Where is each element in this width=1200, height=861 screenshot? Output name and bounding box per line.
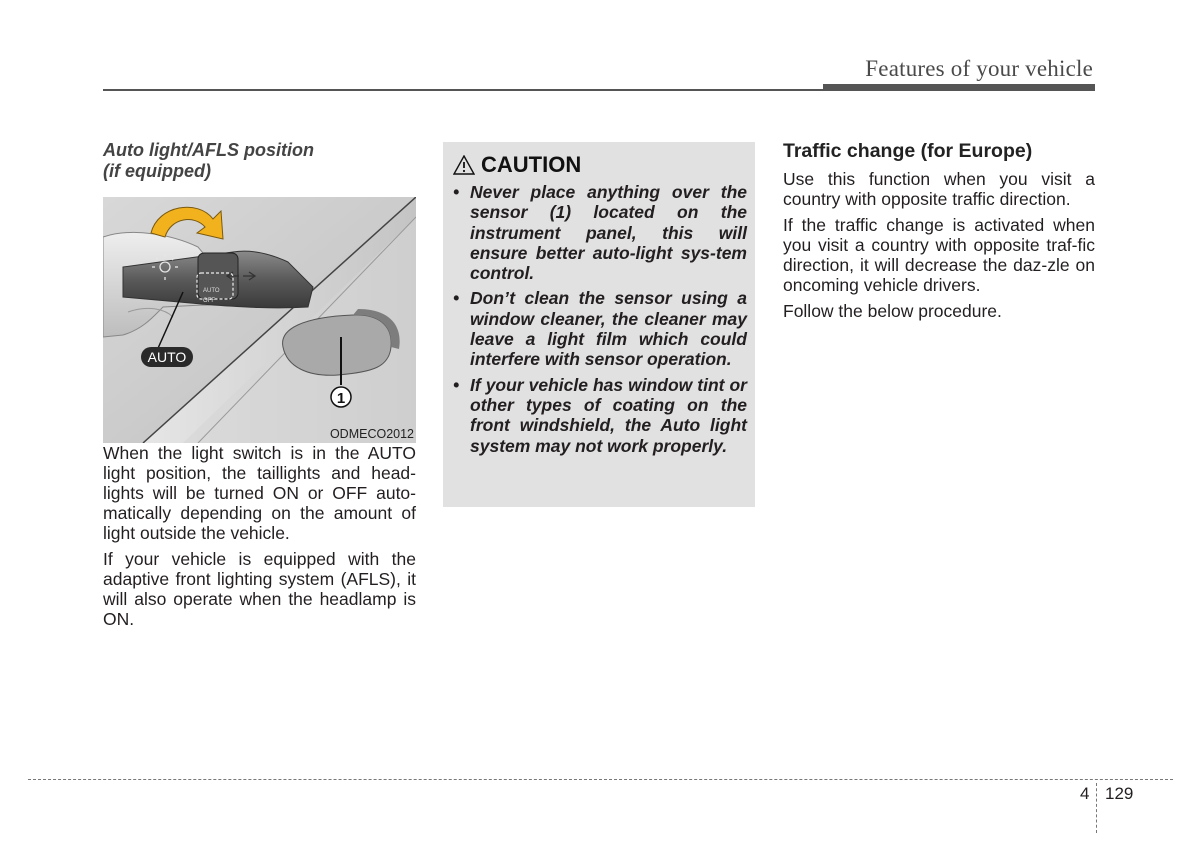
- caution-item-text: If your vehicle has window tint or other types of coating on the front windshield, the Auto light system may not work properly.: [470, 374, 747, 456]
- footer-rule: [28, 779, 1173, 780]
- left-column: [103, 140, 416, 635]
- bullet: •: [453, 288, 460, 309]
- caution-header: [453, 152, 581, 178]
- page-number: 129: [1105, 784, 1134, 803]
- subheading-line-2: (if equipped): [103, 161, 211, 181]
- bullet: •: [453, 182, 460, 202]
- caution-item-text: Don’t clean the sensor using a window cleaner, the cleaner may leave a light film which could interfere with sensor operation.: [470, 288, 747, 370]
- traffic-change-paragraph-2: If the traffic change is activated when you visit a country with opposite traf-fic direction, it will decrease the daz-zle on oncoming vehicle drivers.: [783, 215, 1095, 295]
- auto-label: AUTO: [147, 349, 187, 365]
- light-switch-drawing: [103, 197, 416, 443]
- caution-item: [451, 182, 747, 283]
- callout-number: 1: [336, 390, 346, 407]
- bullet: •: [453, 374, 460, 395]
- caution-box: [443, 142, 755, 507]
- chapter-number: 4: [1080, 784, 1090, 803]
- caution-title: CAUTION: [481, 152, 582, 177]
- caution-item: [451, 375, 747, 456]
- figure-code: ODMECO2012: [329, 427, 414, 441]
- switch-auto-marking: AUTO: [203, 288, 220, 294]
- section-title: Features of your vehicle: [865, 56, 1093, 81]
- switch-off-marking: OFF: [203, 298, 215, 304]
- subheading-line-1: Auto light/AFLS position: [103, 140, 314, 160]
- footer-divider: [1096, 783, 1097, 833]
- afls-description: If your vehicle is equipped with the adaptive front lighting system (AFLS), it will also operate when the headlamp is ON.: [103, 549, 416, 629]
- auto-light-subheading: [103, 140, 416, 182]
- auto-light-description: When the light switch is in the AUTO light position, the taillights and head-lights will be turned ON or OFF auto-matically depending on the amount of light outside the vehicle.: [103, 443, 416, 543]
- traffic-change-paragraph-3: Follow the below procedure.: [783, 301, 1002, 321]
- traffic-change-heading: Traffic change (for Europe): [783, 140, 1033, 162]
- header-rule-accent: [823, 84, 1095, 91]
- right-column: [783, 140, 1095, 327]
- caution-list: [451, 182, 747, 461]
- caution-item-text: Never place anything over the sensor (1) located on the instrument panel, this will ensure better auto-light sys-tem control.: [470, 182, 747, 284]
- warning-triangle-icon: [453, 155, 475, 175]
- light-switch-illustration: [103, 197, 416, 443]
- traffic-change-paragraph-1: Use this function when you visit a country with opposite traffic direction.: [783, 169, 1095, 209]
- caution-item: [451, 288, 747, 369]
